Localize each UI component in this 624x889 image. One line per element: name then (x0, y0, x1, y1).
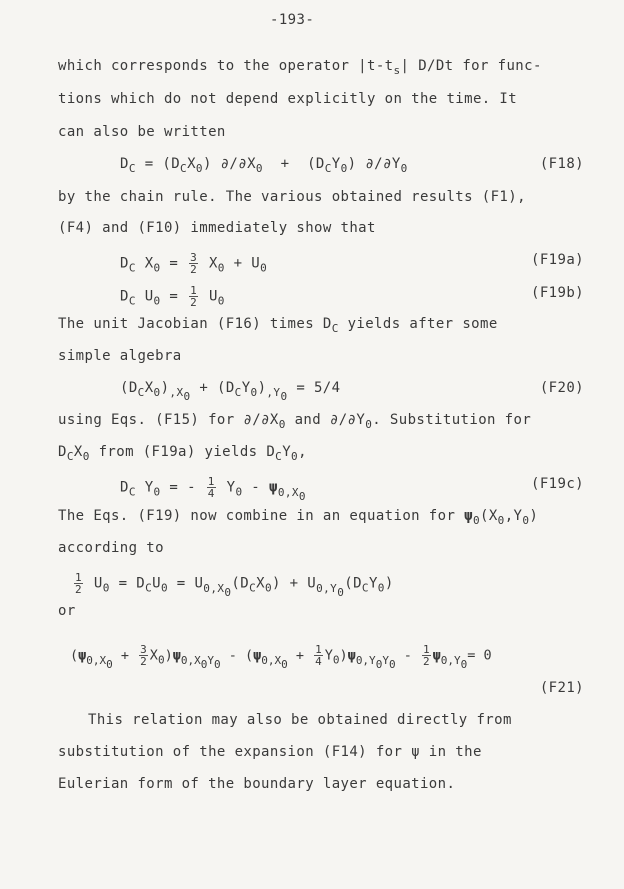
equation-intermediate: $\frac{1}{2}$ $U_0 = D_CU_0 = U_{0,X_0}(D_CX_0) + U_{0,Y_0}(D_CY_0)$ (75, 571, 394, 599)
text-line-16: according to (58, 540, 164, 556)
page-number: -193- (270, 12, 315, 28)
equation-number: (F19c) (531, 476, 584, 492)
text-line-6: (F4) and (F10) immediately show that (58, 220, 376, 236)
equation-number: (F19a) (531, 252, 584, 268)
equation-F18: $D_C = (D_CX_0) \partial/\partial X_0 + (D_CY_0)$ $\partial/\partial Y_0$ (F18) (120, 156, 584, 175)
text-line-13: $D_CX_0$ from (F19a) yields $D_CY_0$, (58, 444, 307, 463)
equation-number: (F21) (539, 680, 584, 696)
text-line-5: by the chain rule. The various obtained results (F1), (58, 189, 526, 205)
equation-F19c: $D_C$ $Y_0$ = - $\frac{1}{4}$ $Y_0 - \psi_{0,X_0}$ (F19c) (120, 475, 584, 503)
text-line-15: The Eqs. (F19) now combine in an equation for $\psi_0(X_0,Y_0)$ (58, 508, 539, 527)
text-line-23: Eulerian form of the boundary layer equation. (58, 776, 456, 792)
text-line-21: This relation may also be obtained directly from (88, 712, 512, 728)
equation-F21: ($\psi_{0,X_0}$ + $\frac{3}{2}$ $X_0)\psi_{0,X_0Y_0} - (\psi_{0,X_0}$ + $\frac{1}{4}$ $Y_0)\psi_{0,Y_0Y_0}$ - $\frac{1}{2}$ $\psi_{0,Y_0}= 0$ (70, 643, 492, 671)
equation-F19b: $D_C$ $U_0$ = $\frac{1}{2}$ $U_0$ (F19b) (120, 284, 584, 309)
text-line-10: simple algebra (58, 348, 182, 364)
text-line-2: tions which do not depend explicitly on the time. It (58, 91, 518, 107)
text-line-9: The unit Jacobian (F16) times $D_C$ yields after some (58, 316, 498, 335)
text-line-22: substitution of the expansion (F14) for ψ in the (58, 744, 482, 760)
equation-number: (F18) (539, 156, 584, 172)
equation-number: (F20) (539, 380, 584, 396)
equation-F19a: $D_C$ $X_0$ = $\frac{3}{2}$ $X_0 + U_0$ (F19a) (120, 251, 584, 276)
text-line-1: which corresponds to the operator $|t-t_s|$ D/Dt for func- (58, 58, 542, 77)
equation-number: (F19b) (531, 285, 584, 301)
text-line-3: can also be written (58, 124, 226, 140)
text-line-18: or (58, 603, 76, 619)
equation-F21-number (0, 680, 624, 704)
equation-F20: $(D_CX_0)_{,X_0} + (D_CY_0)_{,Y_0} = 5/4$ (F20) (120, 380, 584, 403)
text-line-12: using Eqs. (F15) for $\partial/\partial X_0$ and $\partial/\partial Y_0$. Substitution for (58, 412, 532, 431)
